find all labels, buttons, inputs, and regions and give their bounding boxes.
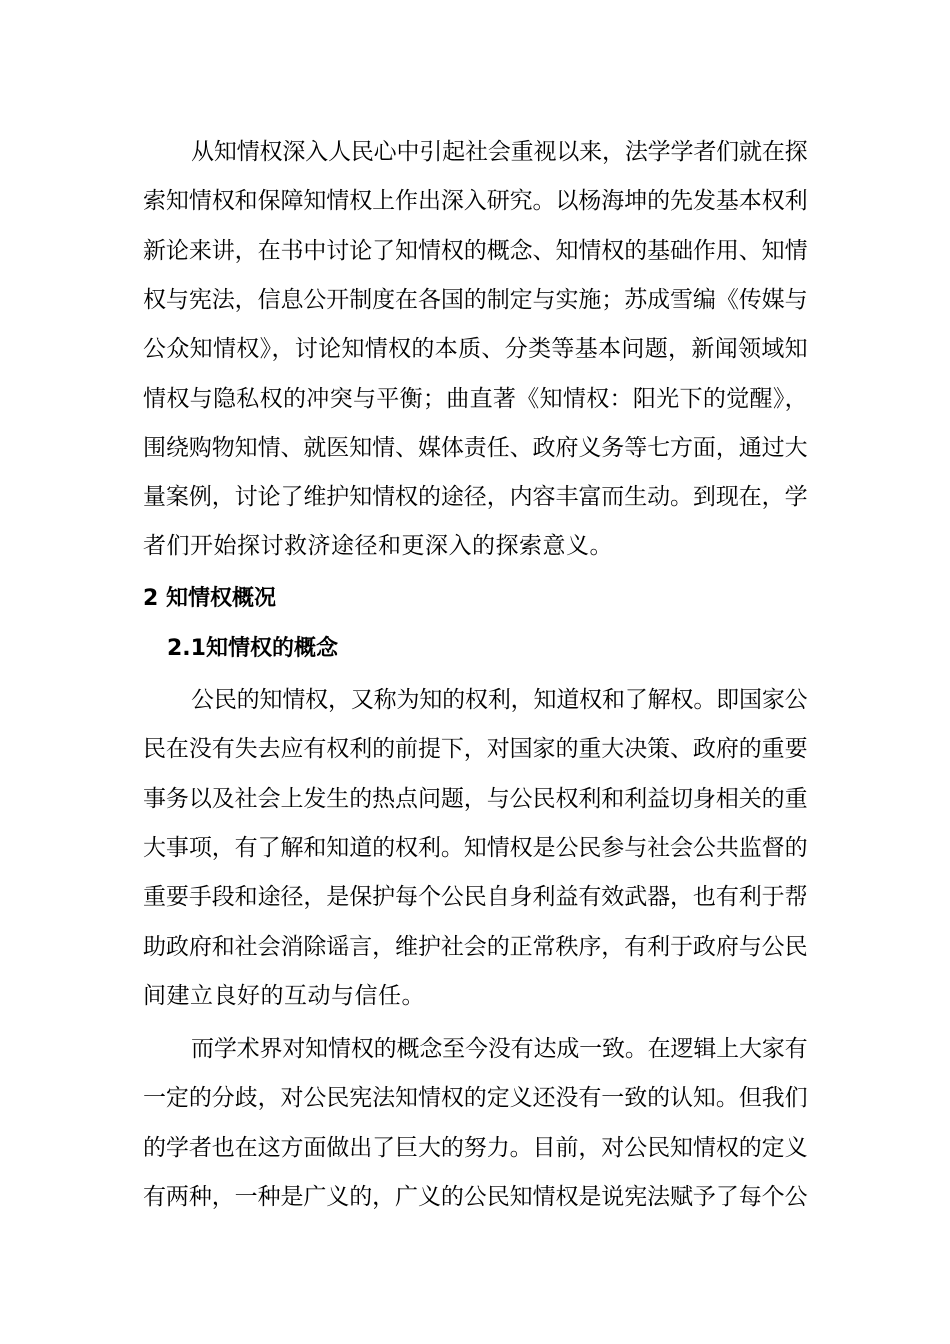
- text-line: 大事项，有了解和知道的权利。知情权是公民参与社会公共监督的: [143, 835, 808, 861]
- subsection-heading: 2.1知情权的概念: [167, 636, 338, 661]
- text-line: 者们开始探讨救济途径和更深入的探索意义。: [143, 533, 613, 559]
- text-line: 有两种，一种是广义的，广义的公民知情权是说宪法赋予了每个公: [143, 1184, 808, 1210]
- text-line: 量案例，讨论了维护知情权的途径，内容丰富而生动。到现在，学: [143, 484, 808, 510]
- text-line: 公众知情权》，讨论知情权的本质、分类等基本问题，新闻领域知: [143, 336, 808, 362]
- text-line: 情权与隐私权的冲突与平衡；曲直著《知情权：阳光下的觉醒》，: [143, 386, 808, 412]
- text-line: 的学者也在这方面做出了巨大的努力。目前，对公民知情权的定义: [143, 1135, 808, 1161]
- text-line: 事务以及社会上发生的热点问题，与公民权利和利益切身相关的重: [143, 786, 808, 812]
- text-line: 重要手段和途径，是保护每个公民自身利益有效武器，也有利于帮: [143, 884, 808, 910]
- text-line: 一定的分歧，对公民宪法知情权的定义还没有一致的认知。但我们: [143, 1085, 808, 1111]
- text-line: 民在没有失去应有权利的前提下，对国家的重大决策、政府的重要: [143, 736, 808, 762]
- text-line: 助政府和社会消除谣言，维护社会的正常秩序，有利于政府与公民: [143, 934, 808, 960]
- text-line: 新论来讲，在书中讨论了知情权的概念、知情权的基础作用、知情: [143, 238, 808, 264]
- text-line: 索知情权和保障知情权上作出深入研究。以杨海坤的先发基本权利: [143, 188, 808, 214]
- text-line: 从知情权深入人民心中引起社会重视以来，法学学者们就在探: [191, 139, 808, 165]
- text-line: 而学术界对知情权的概念至今没有达成一致。在逻辑上大家有: [191, 1036, 808, 1062]
- text-line: 间建立良好的互动与信任。: [143, 983, 425, 1009]
- section-heading: 2 知情权概况: [143, 586, 276, 611]
- text-line: 围绕购物知情、就医知情、媒体责任、政府义务等七方面，通过大: [143, 435, 808, 461]
- text-line: 公民的知情权，又称为知的权利，知道权和了解权。即国家公: [191, 687, 808, 713]
- text-line: 权与宪法，信息公开制度在各国的制定与实施；苏成雪编《传媒与: [143, 287, 808, 313]
